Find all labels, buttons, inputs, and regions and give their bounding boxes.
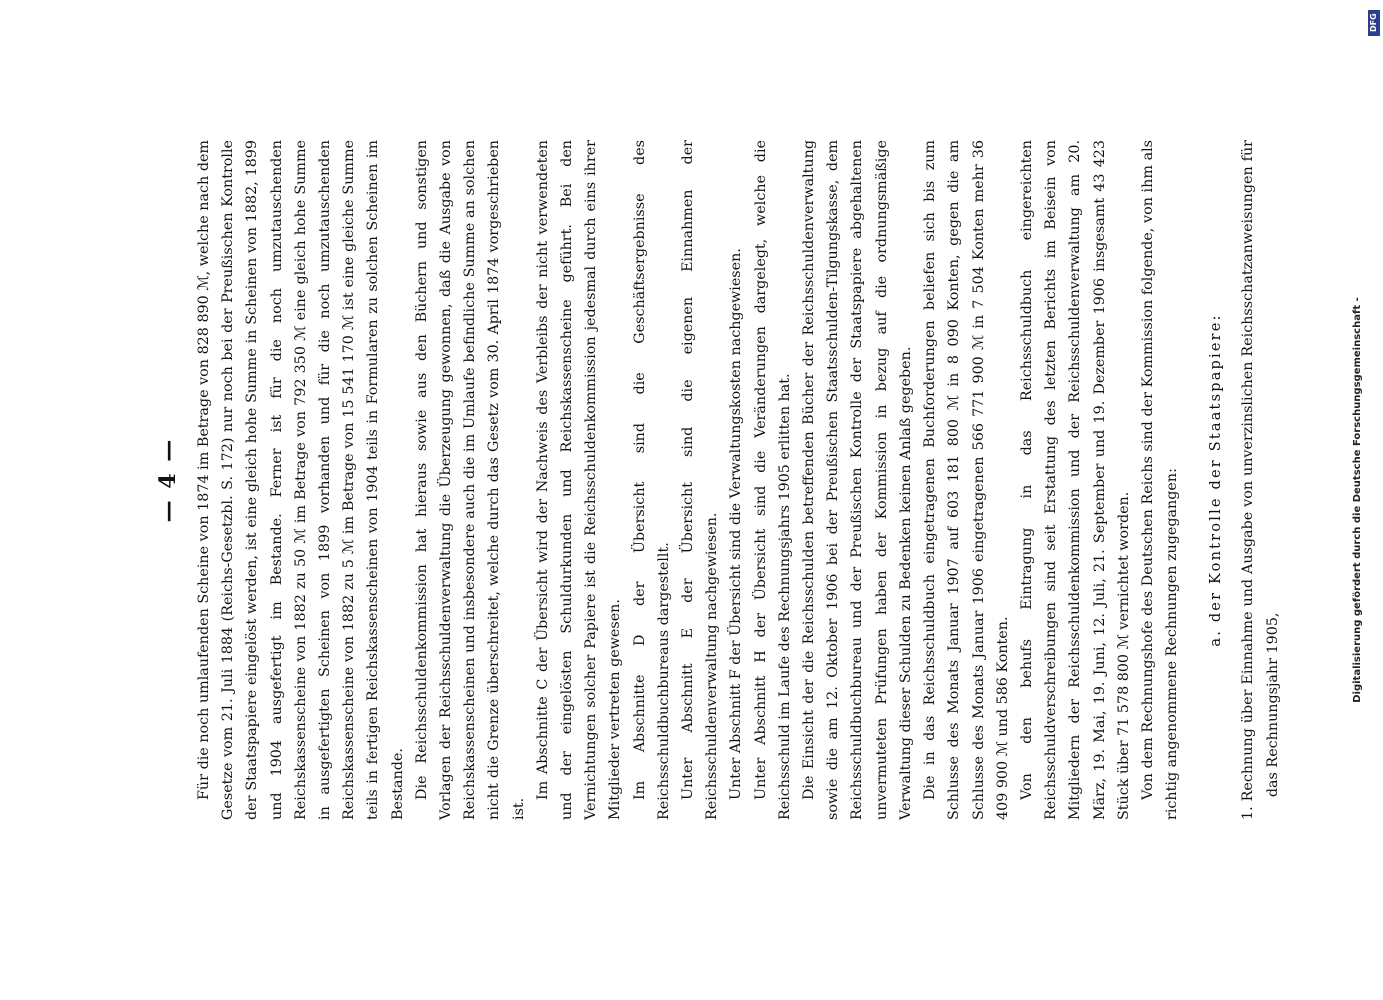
paragraph: Im Abschnitte D der Übersicht sind die Geschäftsergebnisse des Reichsschuldbuchbureaus dargestellt. xyxy=(631,140,672,820)
dfg-logo: DFG xyxy=(1368,10,1380,36)
page-number: — 4 — xyxy=(155,437,181,523)
page-content xyxy=(150,140,1281,820)
paragraph: Unter Abschnitt F der Übersicht sind die Verwaltungskosten nachgewiesen. xyxy=(728,248,745,800)
paragraph: Im Abschnitte C der Übersicht wird der Nachweis des Verbleibs der nicht verwendeten und der eingelösten Schuldurkunden und Reichskassenscheine geführt. Bei den Vernichtungen solcher Papiere ist die Reichsschuldenkommission jedesmal durch eins ihrer Mitglieder vertreten gewesen. xyxy=(534,140,624,820)
body-text xyxy=(192,140,1184,820)
paragraph: Unter Abschnitt H der Übersicht sind die Veränderungen dargelegt, welche die Reichsschuld im Laufe des Rechnungsjahrs 1905 erlitten hat. xyxy=(752,140,793,820)
paragraph: Von den behufs Eintragung in das Reichsschuldbuch eingereichten Reichsschuldverschreibungen sind seit Erstattung des letzten Berichts im Beisein von Mitgliedern der Reichsschuldenkommission und der Reichsschuldenverwaltung am 20. März, 19. Mai, 19. Juni, 12. Juli, 21. September und 19. Dezember 1906 insgesamt 43 423 Stück über 71 578 800 ℳ vernichtet worden. xyxy=(1018,140,1132,820)
paragraph: Die Reichsschuldenkommission hat hieraus sowie aus den Büchern und sonstigen Vorlagen der Reichsschuldenverwaltung die Überzeugung gewonnen, daß die Ausgabe von Reichskassenscheinen und insbesondere auch die im Umlaufe befindliche Summe an solchen nicht die Grenze überschreitet, welche durch das Gesetz vom 30. April 1874 vorgeschrieben ist. xyxy=(413,140,527,820)
paragraph: Für die noch umlaufenden Scheine von 1874 im Betrage von 828 890 ℳ, welche nach dem Gesetze vom 21. Juli 1884 (Reichs-Gesetzbl. S. 172) nur noch bei der Preußischen Kontrolle der Staatspapiere eingelöst werden, ist eine gleich hohe Summe in Scheinen von 1882, 1899 und 1904 ausgefertigt im Bestande. Ferner ist für die noch umzutauschenden Reichskassenscheine von 1882 zu 50 ℳ im Betrage von 792 350 ℳ eine gleich hohe Summe in ausgefertigten Scheinen von 1899 vorhanden und für die noch umzutauschenden Reichskassenscheine von 1882 zu 5 ℳ im Betrage von 15 541 170 ℳ ist eine gleiche Summe teils in fertigen Reichskassenscheinen von 1904 teils in Formularen zu solchen Scheinen im Bestande. xyxy=(196,140,406,820)
paragraph: Unter Abschnitt E der Übersicht sind die eigenen Einnahmen der Reichsschuldenverwaltung nachgewiesen. xyxy=(680,140,721,820)
numbered-item: 1. Rechnung über Einnahme und Ausgabe von unverzinslichen Reichsschatzanweisungen für das Rechnungsjahr 1905, xyxy=(1240,140,1281,820)
section-heading: a. der Kontrolle der Staatspapiere: xyxy=(1208,313,1225,647)
paragraph: Von dem Rechnungshofe des Deutschen Reichs sind der Kommission folgende, von ihm als richtig angenommene Rechnungen zugegangen: xyxy=(1139,140,1181,820)
digitization-credit: Digitalisierung gefördert durch die Deutsche Forschungsgemeinschaft - xyxy=(1352,297,1363,703)
paragraph: Die in das Reichsschuldbuch eingetragenen Buchforderungen beliefen sich bis zum Schlusse des Monats Januar 1907 auf 603 181 800 ℳ in 8 090 Konten, gegen die am Schlusse des Monats Januar 1906 eingetragenen 566 771 900 ℳ in 7 504 Konten mehr 36 409 900 ℳ und 586 Konten. xyxy=(922,140,1011,820)
paragraph: Die Einsicht der die Reichsschulden betreffenden Bücher der Reichsschuldenverwaltung sowie die am 12. Oktober 1906 bei der Preußischen Staatsschulden-Tilgungskasse, dem Reichsschuldbuchbureau und der Preußischen Kontrolle der Staatspapiere abgehaltenen unvermuteten Prüfungen haben der Kommission in bezug auf die ordnungsmäßige Verwaltung dieser Schulden zu Bedenken keinen Anlaß gegeben. xyxy=(801,140,914,820)
